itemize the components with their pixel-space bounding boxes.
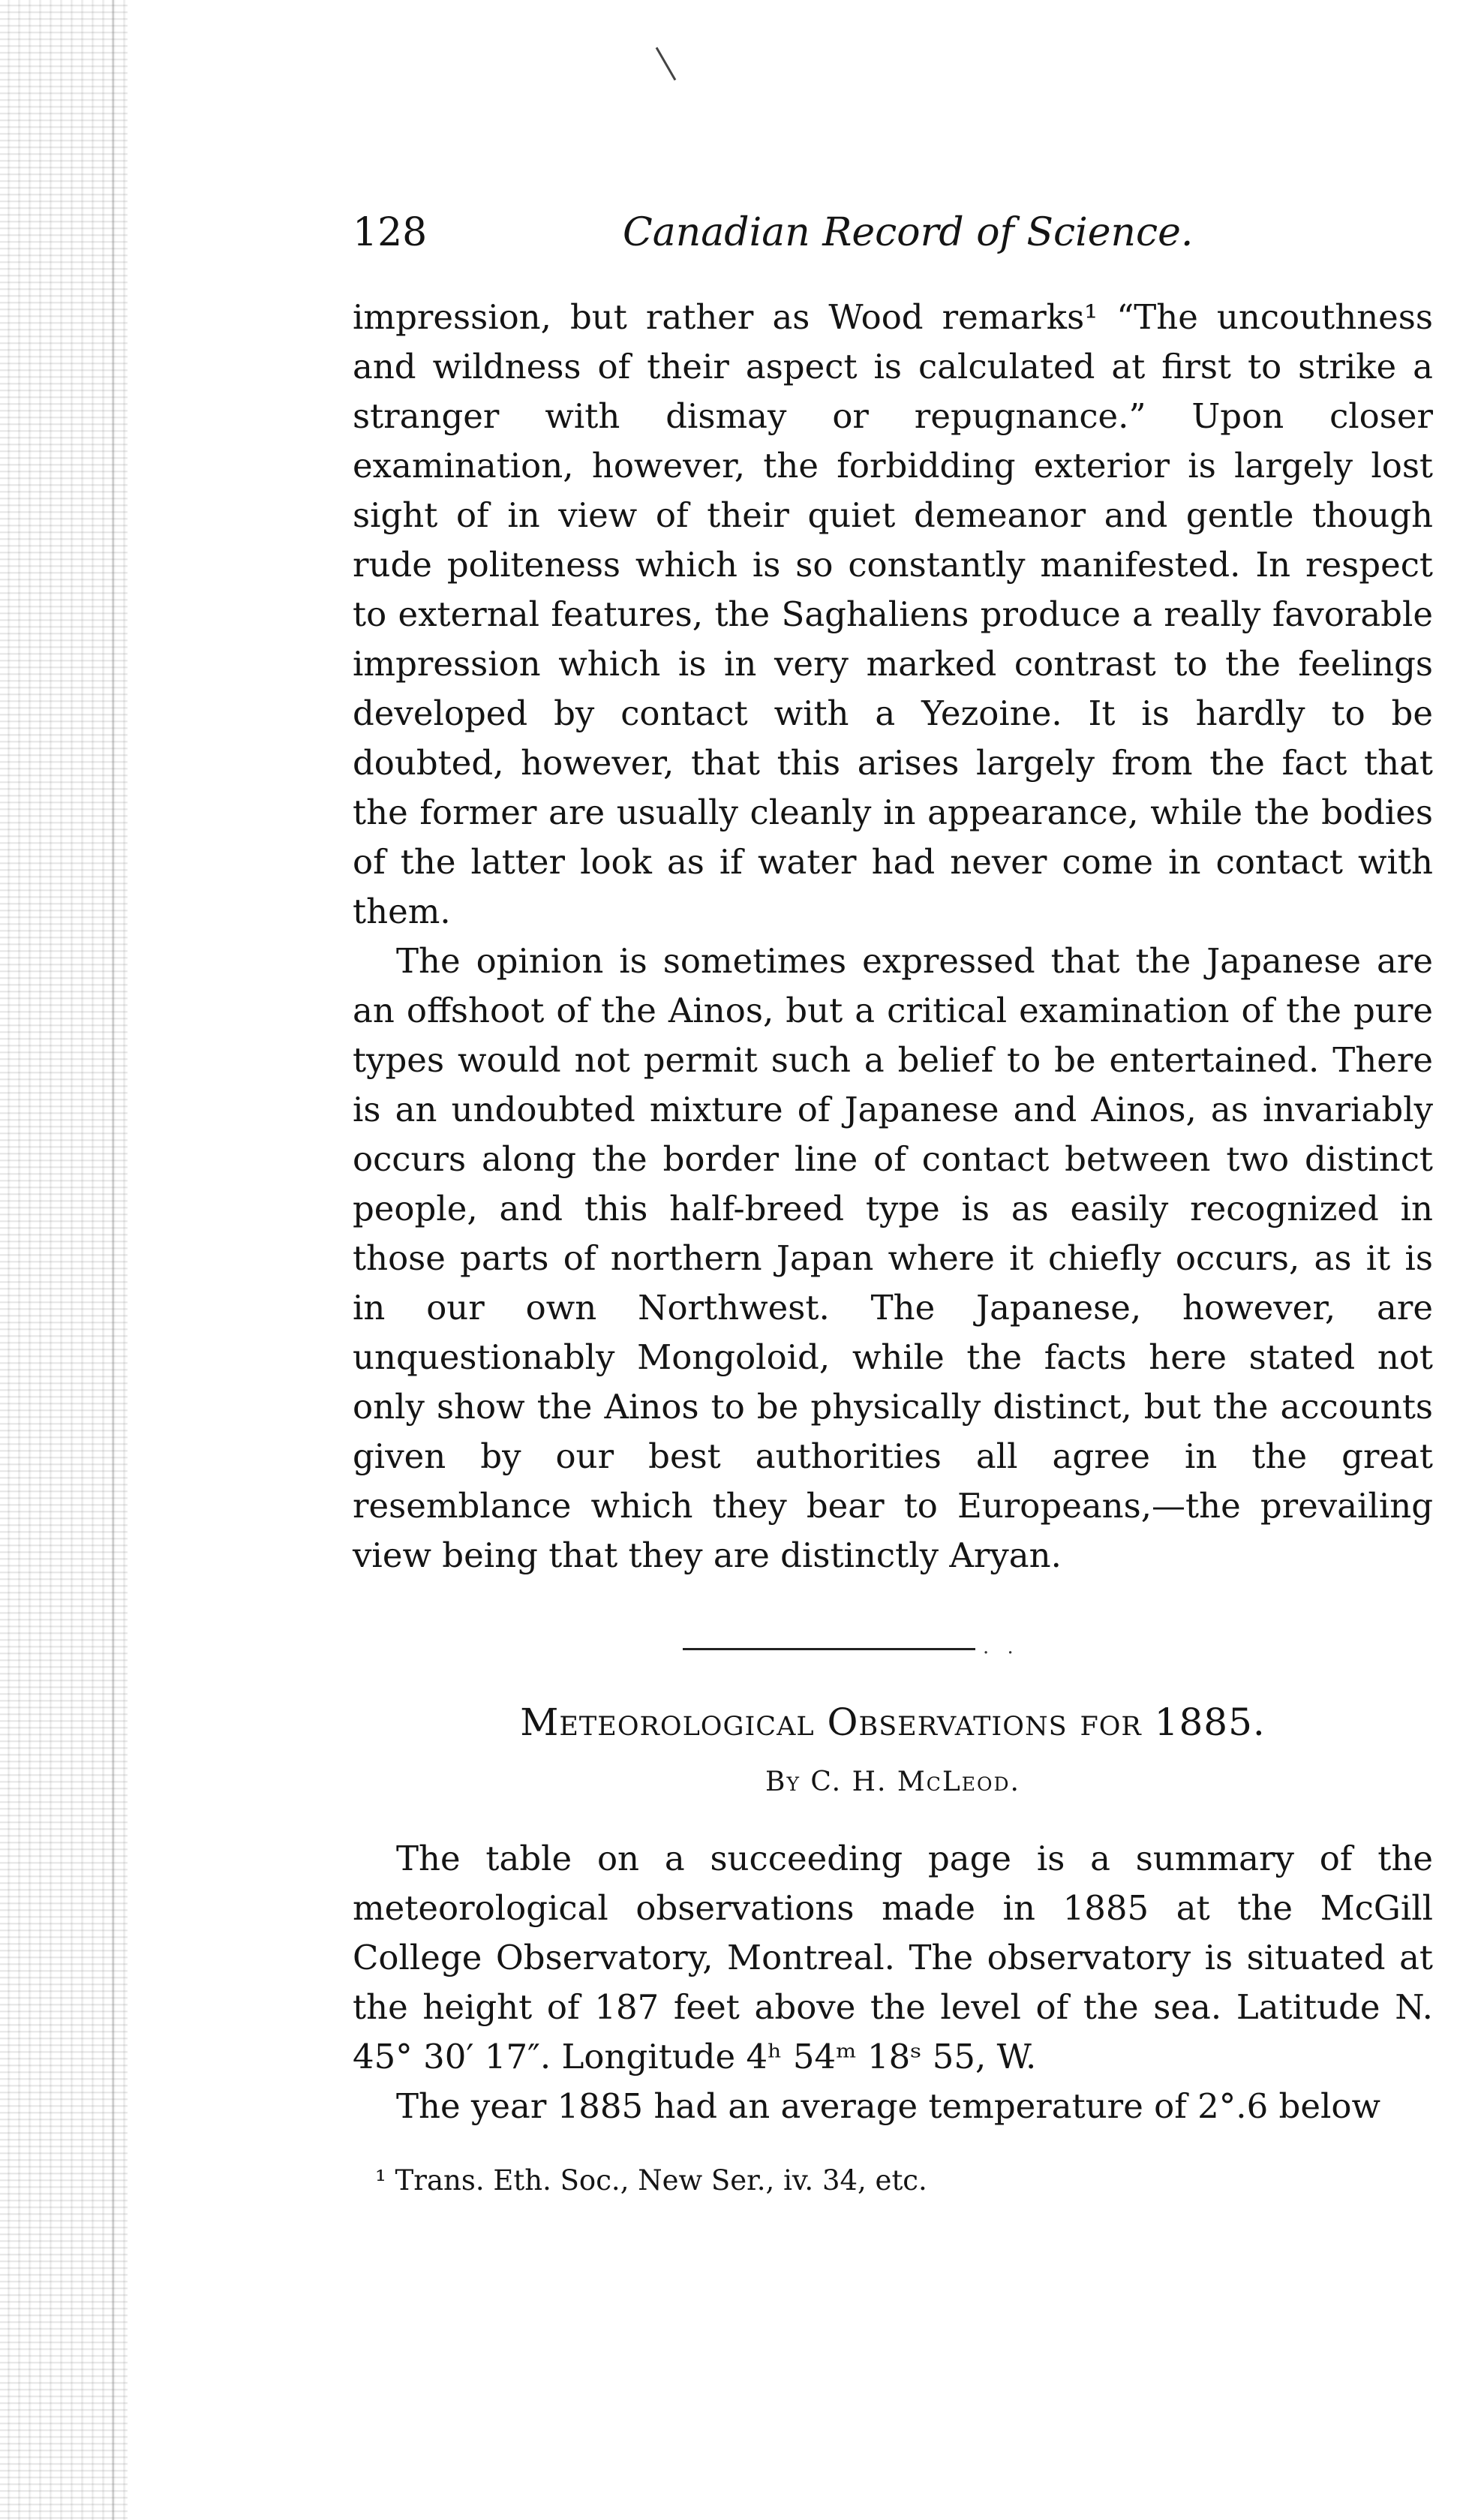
section-title: Meteorological Observations for 1885. <box>520 1701 1266 1744</box>
running-title: Canadian Record of Science. <box>623 210 1194 255</box>
divider-dots: · · <box>983 1642 1020 1664</box>
document-page <box>353 210 1433 2197</box>
footnote: ¹ Trans. Eth. Soc., New Ser., iv. 34, etc. <box>375 2164 927 2197</box>
paragraph: The opinion is sometimes expressed that the Japanese are an offshoot of the Ainos, but a critical examination of the pure types would not permit such a belief to be entertained. There is an undoubted mixture of Japanese and Ainos, as invariably occurs along the border line of contact between two distinct people, and this half-breed type is as easily recognized in those parts of northern Japan where it chiefly occurs, as it is in our own Northwest. The Japanese, however, are unquestionably Mongoloid, while the facts here stated not only show the Ainos to be physically distinct, but the accounts given by our best authorities all agree in the great resemblance which they bear to Europeans,—the prevailing view being that they are distinctly Aryan. <box>353 941 1433 1575</box>
section-byline: By C. H. McLeod. <box>765 1767 1020 1797</box>
divider-rule <box>683 1648 975 1650</box>
scan-edge-artifact <box>0 0 128 2520</box>
paragraph: The table on a succeeding page is a summary of the meteorological observations made in 1885 at the McGill College Observatory, Montreal. The observatory is situated at the height of 187 feet above the level of the sea. Latitude N. 45° 30′ 17″. Longitude 4ʰ 54ᵐ 18ˢ 55, W. <box>353 1839 1433 2076</box>
section-divider <box>353 1580 1433 1670</box>
page-number: 128 <box>353 210 428 255</box>
scan-mark <box>656 47 677 81</box>
section-body <box>353 1834 1433 2131</box>
paragraph: impression, but rather as Wood remarks¹ “The uncouthness and wildness of their aspect is calculated at first to strike a stranger with dismay or repugnance.” Upon closer examination, however, the forbidding exterior is largely lost sight of in view of their quiet demeanor and gentle though rude politeness which is so constantly manifested. In respect to external features, the Saghaliens produce a really favorable impression which is in very marked contrast to the feelings developed by contact with a Yezoine. It is hardly to be doubted, however, that this arises largely from the fact that the former are usually cleanly in appearance, while the bodies of the latter look as if water had never come in contact with them. <box>353 297 1433 931</box>
article-continuation <box>353 293 1433 1580</box>
running-header <box>353 210 1433 270</box>
paragraph: The year 1885 had an average temperature of 2°.6 below <box>396 2086 1380 2126</box>
